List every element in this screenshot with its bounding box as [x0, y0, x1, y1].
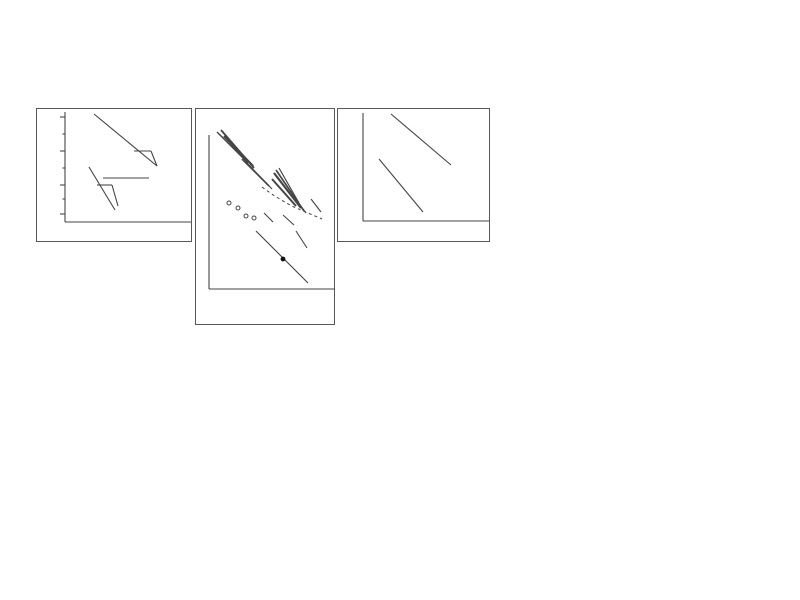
- chart-b-container: [500, 228, 778, 340]
- earthquakes-panel: [36, 108, 192, 242]
- stars-title-line2: [210, 125, 334, 137]
- volcanoes-plot-lines: [338, 109, 491, 243]
- chart-a-container: [500, 110, 778, 222]
- stars-title-line1: [210, 112, 334, 124]
- stars-panel: [195, 108, 335, 325]
- chart-g-container: [500, 415, 778, 555]
- stars-plot-lines: [196, 109, 336, 326]
- earthquakes-plot-lines: [37, 109, 193, 243]
- chart-v-container: [500, 345, 778, 415]
- volcanoes-panel: [337, 108, 490, 242]
